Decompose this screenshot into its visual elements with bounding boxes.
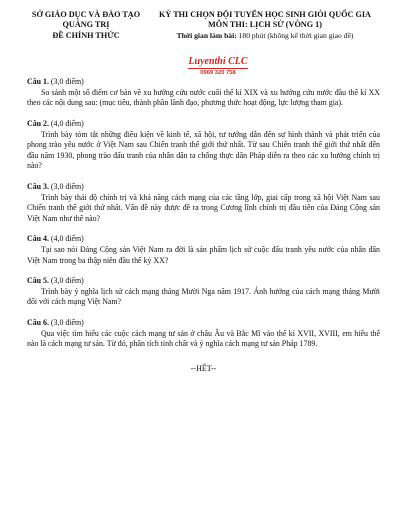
time-value: 180 phút (không kể thời gian giao đề) [236, 30, 354, 40]
question-points: (4,0 điểm) [48, 234, 84, 244]
question-label: Câu 1. [27, 77, 49, 87]
question-4 [27, 234, 380, 266]
brand-phone: 0969 320 758 [200, 70, 236, 76]
question-text: Trình bày thái độ chính trị và khả năng cách mạng của các tầng lớp, giai cấp trong xã hội Việt Nam sau Chiến tranh thế giới thứ nhất. Vấn đề này được đề ra trong Cương lĩnh chính trị đầu tiên của Đảng Cộng sản Việt Nam như thế nào? [27, 192, 380, 223]
exam-header [27, 10, 380, 41]
brand-divider [188, 68, 248, 69]
question-label: Câu 4. [27, 234, 49, 244]
question-2 [27, 119, 380, 172]
question-text: Qua việc tìm hiểu các cuộc cách mạng tư sản ở châu Âu và Bắc Mĩ vào thế kỉ XVII, XVIII, em hiểu thế nào là cách mạng tư sản. Từ đó, phân tích tính chất và ý nghĩa cách mạng tư sản Pháp 1789. [27, 328, 380, 349]
question-1 [27, 77, 380, 109]
question-points: (4,0 điểm) [48, 119, 84, 128]
question-label: Câu 3. [27, 181, 49, 191]
department-name: SỞ GIÁO DỤC VÀ ĐÀO TẠO [31, 10, 141, 19]
exam-content [27, 77, 380, 374]
brand-name: Luyenthi CLC [188, 56, 248, 67]
question-points: (3,0 điểm) [48, 181, 84, 191]
question-5 [27, 276, 380, 308]
exam-title: KỲ THI CHỌN ĐỘI TUYỂN HỌC SINH GIỎI QUỐC GIA [159, 10, 371, 19]
province-name: QUẢNG TRỊ [62, 20, 110, 30]
question-6 [27, 318, 380, 350]
question-points: (3,0 điểm) [48, 77, 84, 87]
question-label: Câu 5. [27, 276, 49, 286]
question-label: Câu 2. [27, 119, 49, 128]
time-label: Thời gian làm bài: [176, 30, 237, 40]
exam-time [150, 31, 380, 41]
question-text: Trình bày tóm tắt những điều kiện về kinh tế, xã hội, tư tưởng dẫn đến sự hình thành và phát triển của phong trào yêu nước ở Việt Nam sau Chiến tranh thế giới thứ nhất. Từ sau Chiến tranh thế giới thứ nhất đến đầu năm 1930, phong trào đấu tranh của nhân dân ta chống thực dân Pháp diễn ra theo các xu hướng chính trị nào? [27, 129, 380, 171]
question-3 [27, 182, 380, 224]
question-text: Tại sao nói Đảng Cộng sản Việt Nam ra đời là sản phẩm lịch sử cuộc đấu tranh yêu nước của nhân dân Việt Nam trong ba thập niên đầu thế kỷ XX? [27, 244, 380, 265]
question-points: (3,0 điểm) [48, 276, 84, 286]
question-text: So sánh một số điểm cơ bản về xu hướng cứu nước cuối thế kỉ XIX và xu hướng cứu nước đầu thế kỉ XX theo các nội dung sau: (mục tiêu, thành phần lãnh đạo, phương thức hoạt động, lực lượng tham gia). [27, 87, 380, 108]
brand-watermark [172, 56, 264, 77]
official-label: ĐỀ CHÍNH THỨC [52, 30, 120, 40]
exam-subject: MÔN THI: LỊCH SỬ (VÒNG 1) [208, 20, 322, 30]
question-text: Trình bày ý nghĩa lịch sử cách mạng tháng Mười Nga năm 1917. Ảnh hưởng của cách mạng tháng Mười đối với cách mạng Việt Nam? [27, 286, 380, 307]
department-block [27, 10, 145, 41]
end-marker: --HẾT-- [190, 363, 217, 373]
question-label: Câu 6. [27, 317, 49, 327]
exam-info-block [150, 10, 380, 41]
question-points: (3,0 điểm) [48, 317, 84, 327]
